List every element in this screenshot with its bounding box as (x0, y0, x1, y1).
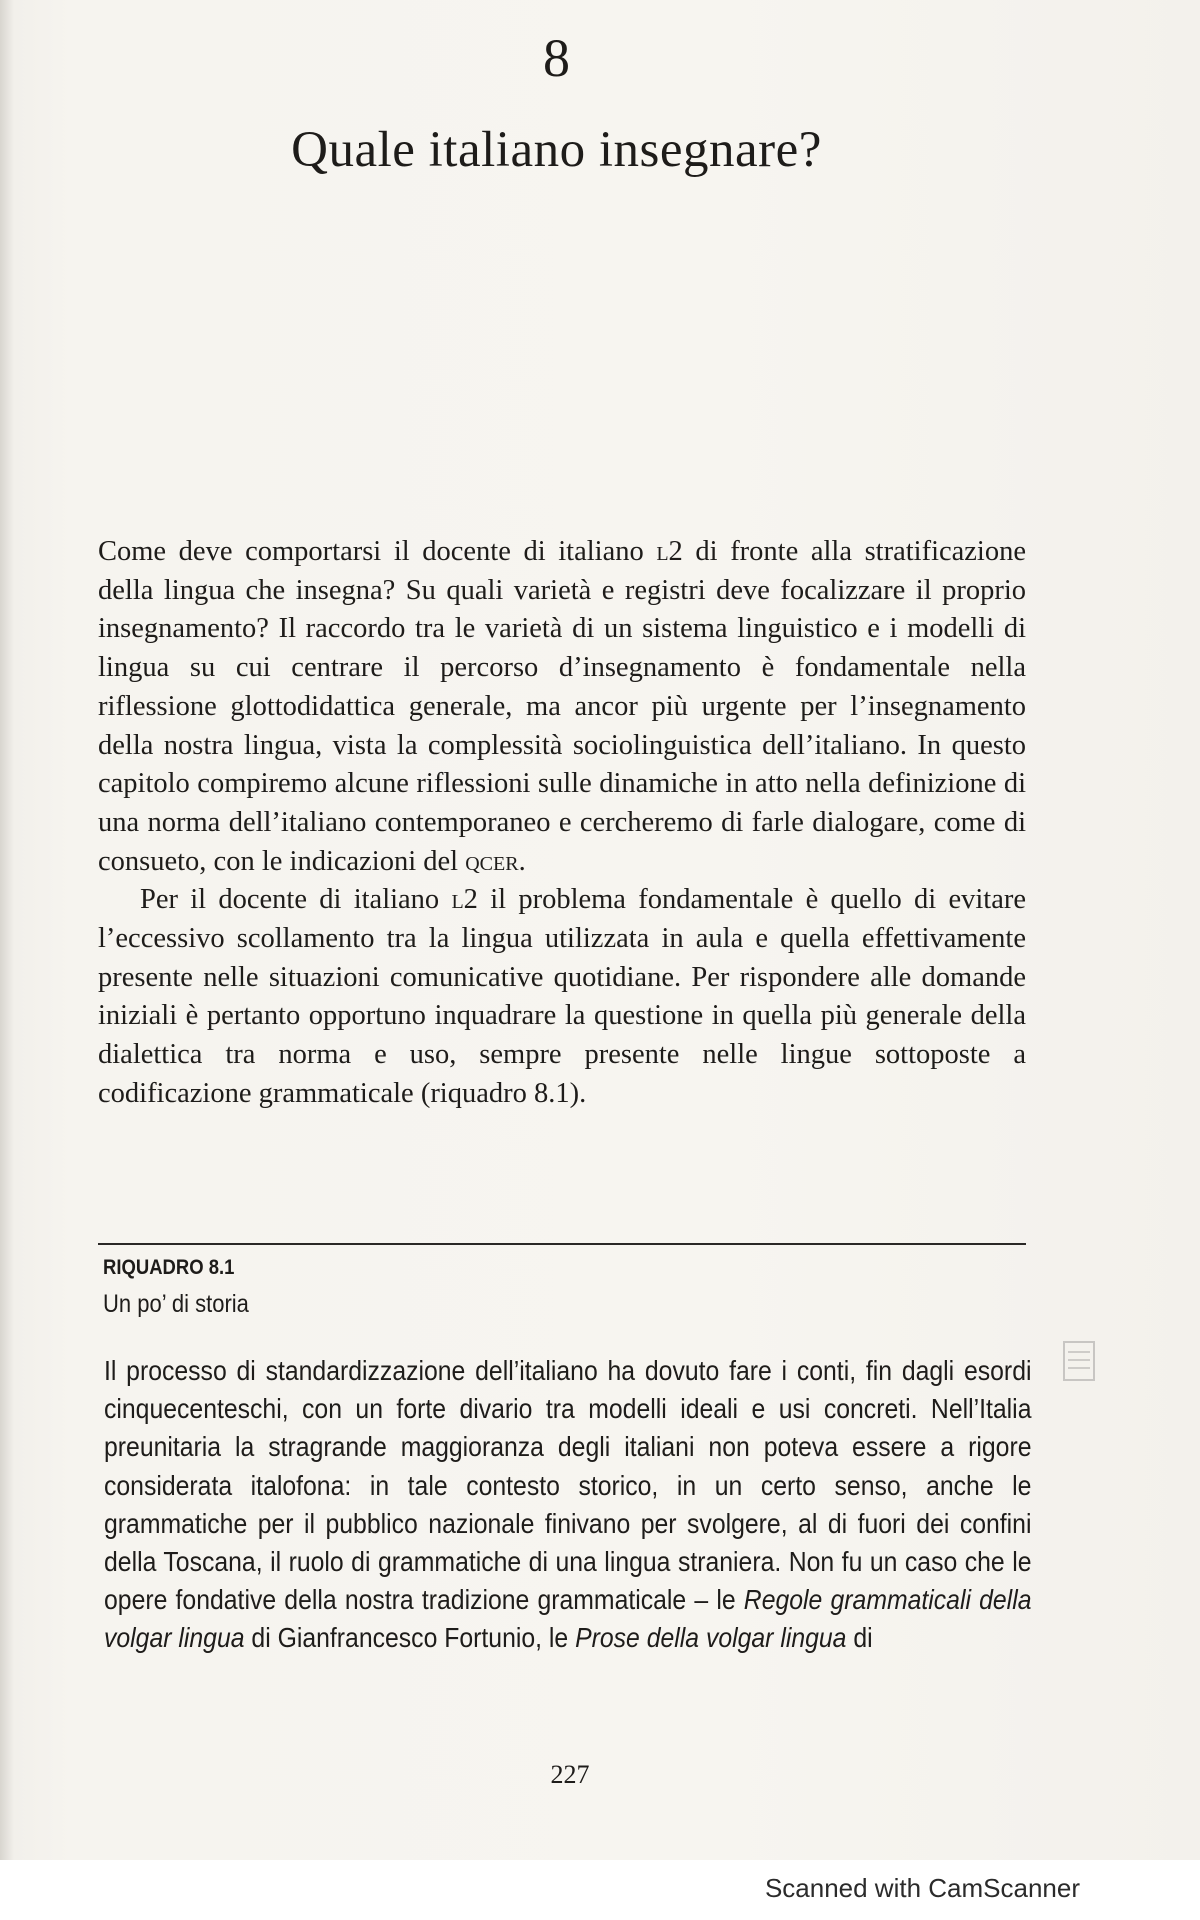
margin-tab-icon (1060, 1338, 1098, 1428)
chapter-title: Quale italiano insegnare? (291, 122, 822, 178)
box-text (104, 1352, 1031, 1658)
small-caps-term: l2 (451, 884, 478, 916)
chapter-number: 8 (543, 28, 570, 88)
box-divider (98, 1243, 1026, 1245)
body-paragraph: Per il docente di italiano l2 il problema fondamentale è quello di evitare l’eccessivo scollamento tra la lingua utilizzata in aula e quella effettivamente presente nelle situazioni comunicative quotidiane. Per rispondere alle domande iniziali è pertanto opportuno inquadrare la questione in quella più generale della dialettica tra norma e uso, sempre presente nelle lingue sottoposte a codificazione grammaticale (riquadro 8.1). (98, 884, 1026, 1109)
book-title-italic: Regole grammaticali della volgar lingua (104, 1584, 1032, 1654)
box-title: Un po’ di storia (103, 1290, 249, 1318)
body-paragraph: Come deve comportarsi il docente di italiano l2 di fronte alla stratificazione della lingua che insegna? Su quali varietà e registri deve focalizzare il proprio insegnamento? Il raccordo tra le varietà di un sistema linguistico e i modelli di lingua su cui centrare il percorso d’insegnamento è fondamentale nella riflessione glottodidattica generale, ma ancor più urgente per l’insegnamento della nostra lingua, vista la complessità sociolinguistica dell’italiano. In questo capitolo compiremo alcune riflessioni sulle dinamiche in atto nella definizione di una norma dell’italiano contemporaneo e cercheremo di farle dialogare, come di consueto, con le indicazioni del qcer. (98, 536, 1026, 877)
page-shadow (0, 0, 14, 1920)
body-text (98, 533, 1026, 1114)
small-caps-term: qcer (465, 845, 519, 877)
small-caps-term: l2 (656, 536, 683, 567)
page-number: 227 (550, 1760, 590, 1789)
scanner-watermark: Scanned with CamScanner (764, 1873, 1080, 1903)
book-title-italic: Prose della volgar lingua (575, 1622, 847, 1654)
box-paragraph: Il processo di standardizzazione dell’italiano ha dovuto fare i conti, fin dagli esordi cinquecenteschi, con un forte divario tra modelli ideali e usi concreti. Nell’Italia preunitaria la stragrande maggioranza degli italiani non poteva essere a rigore considerata italofona: in tale contesto storico, in un certo senso, anche le grammatiche per il pubblico nazionale finivano per svolgere, al di fuori dei confini della Toscana, il ruolo di grammatiche di una lingua straniera. Non fu un caso che le opere fondative della nostra tradizione grammaticale – le Regole grammaticali della volgar lingua di Gianfrancesco Fortunio, le Prose della volgar lingua di (104, 1355, 1032, 1654)
box-label: RIQUADRO 8.1 (103, 1256, 235, 1279)
